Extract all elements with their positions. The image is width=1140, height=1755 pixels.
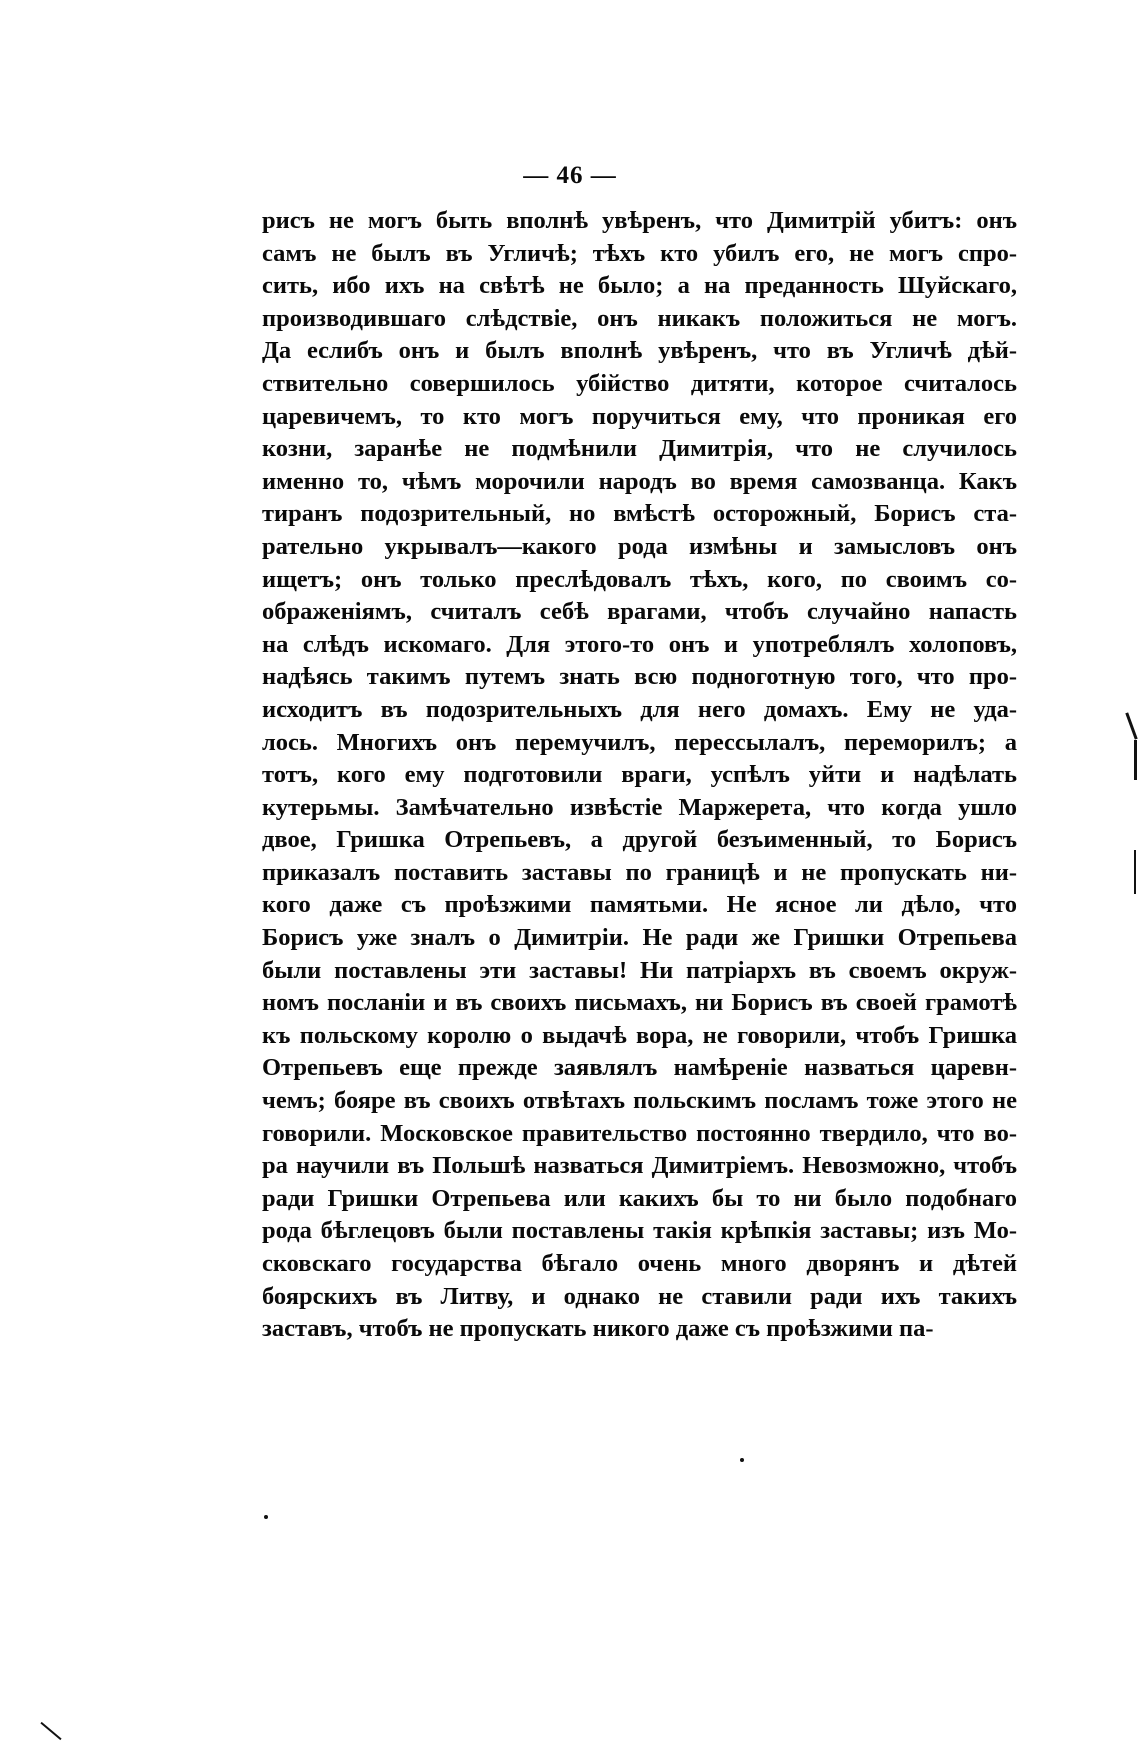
text-line: козни, заранѣе не подмѣнили Димитрія, что не случилось: [262, 435, 1017, 463]
text-line: именно то, чѣмъ морочили народъ во время самозванца. Какъ: [262, 467, 1017, 495]
text-line: ищетъ; онъ только преслѣдовалъ тѣхъ, кого, по своимъ со-: [262, 565, 1017, 593]
text-line: приказалъ поставить заставы по границѣ и не пропускать ни-: [262, 858, 1017, 886]
text-line: исходитъ въ подозрительныхъ для него домахъ. Ему не уда-: [262, 695, 1017, 723]
text-line: надѣясь такимъ путемъ знать всю подноготную того, что про-: [262, 663, 1017, 691]
page-number: — 46 —: [523, 162, 617, 189]
text-line: лось. Многихъ онъ перемучилъ, перессылалъ, переморилъ; а: [262, 728, 1017, 756]
scan-speck: [740, 1458, 744, 1462]
body-text: [262, 205, 1017, 1346]
text-line: тотъ, кого ему подготовили враги, успѣлъ уйти и надѣлать: [262, 761, 1017, 789]
text-line: самъ не былъ въ Угличѣ; тѣхъ кто убилъ его, не могъ спро-: [262, 239, 1017, 267]
text-line: царевичемъ, то кто могъ поручиться ему, что проникая его: [262, 402, 1017, 430]
text-line: говорили. Московское правительство постоянно твердило, что во-: [262, 1119, 1017, 1147]
scan-mark: [1134, 740, 1137, 780]
text-line: тиранъ подозрительный, но вмѣстѣ осторожный, Борисъ ста-: [262, 500, 1017, 528]
text-line: боярскихъ въ Литву, и однако не ставили ради ихъ такихъ: [262, 1282, 1017, 1310]
text-line: къ польскому королю о выдачѣ вора, не говорили, чтобъ Гришка: [262, 1021, 1017, 1049]
text-line: были поставлены эти заставы! Ни патріархъ въ своемъ окруж-: [262, 956, 1017, 984]
text-line: ради Гришки Отрепьева или какихъ бы то ни было подобнаго: [262, 1184, 1017, 1212]
scan-mark: [1134, 850, 1136, 894]
scan-scratch: [40, 1722, 61, 1740]
text-line: сить, ибо ихъ на свѣтѣ не было; а на преданность Шуйскаго,: [262, 272, 1017, 300]
text-line: Да еслибъ онъ и былъ вполнѣ увѣренъ, что въ Угличѣ дѣй-: [262, 337, 1017, 365]
text-line: рисъ не могъ быть вполнѣ увѣренъ, что Димитрій убитъ: онъ: [262, 207, 1017, 234]
text-line: заставъ, чтобъ не пропускать никого даже съ проѣзжими па-: [262, 1315, 934, 1343]
scan-mark: [1125, 712, 1137, 739]
text-line: Борисъ уже зналъ о Димитріи. Не ради же Гришки Отрепьева: [262, 924, 1017, 952]
text-line: ствительно совершилось убійство дитяти, которое считалось: [262, 369, 1017, 397]
text-line: сковскаго государства бѣгало очень много дворянъ и дѣтей: [262, 1250, 1017, 1277]
text-line: чемъ; бояре въ своихъ отвѣтахъ польскимъ посламъ тоже этого не: [262, 1087, 1017, 1115]
scan-speck: [264, 1515, 268, 1519]
text-line: двое, Гришка Отрепьевъ, а другой безъименный, то Борисъ: [262, 826, 1017, 854]
text-line: ра научили въ Польшѣ назваться Димитріемъ. Невозможно, чтобъ: [262, 1152, 1017, 1180]
text-line: рательно укрывалъ—какого рода измѣны и замысловъ онъ: [262, 532, 1017, 560]
text-line: производившаго слѣдствіе, онъ никакъ положиться не могъ.: [262, 304, 1017, 332]
text-line: Отрепьевъ еще прежде заявлялъ намѣреніе назваться царевн-: [262, 1054, 1017, 1082]
text-line: ображеніямъ, считалъ себѣ врагами, чтобъ случайно напасть: [262, 598, 1017, 626]
text-line: номъ посланіи и въ своихъ письмахъ, ни Борисъ въ своей грамотѣ: [262, 989, 1017, 1017]
text-line: кого даже съ проѣзжими памятьми. Не ясное ли дѣло, что: [262, 891, 1017, 919]
text-line: рода бѣглецовъ были поставлены такія крѣпкія заставы; изъ Мо-: [262, 1217, 1017, 1245]
text-line: кутерьмы. Замѣчательно извѣстіе Маржерета, что когда ушло: [262, 793, 1017, 821]
text-line: на слѣдъ искомаго. Для этого-то онъ и употреблялъ холоповъ,: [262, 630, 1017, 658]
